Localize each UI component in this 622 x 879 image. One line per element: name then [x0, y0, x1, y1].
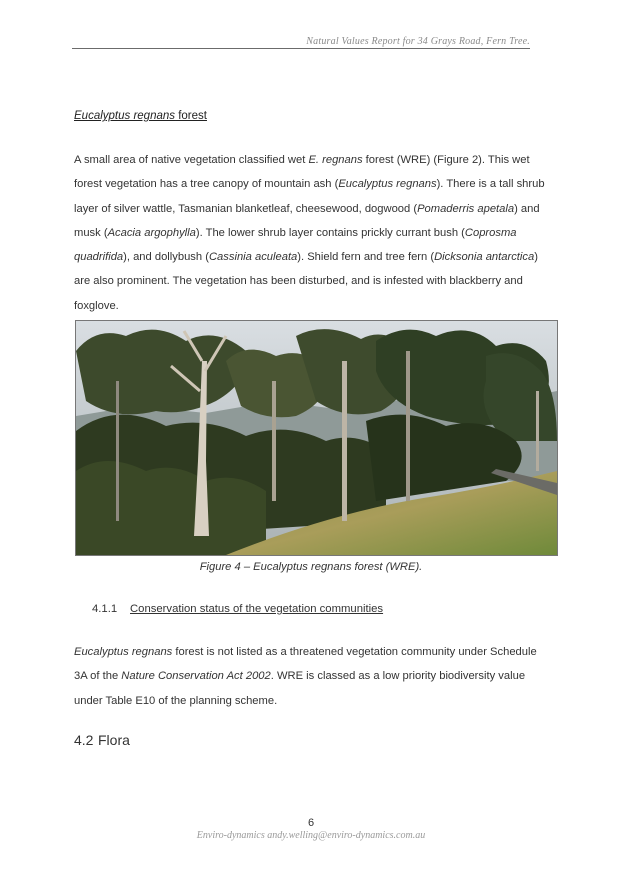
section-title [74, 110, 207, 122]
text-run: ). Shield fern and tree fern ( [297, 251, 435, 264]
text-run: ). There is a tall shrub layer of silver wattle, Tasmanian blanketleaf, cheesewood, dogwood ( [74, 178, 545, 215]
italic-run: Pomaderris apetala [417, 202, 515, 215]
section-title-italic: Eucalyptus regnans [74, 110, 176, 122]
forest-photo [75, 320, 558, 556]
section-title-rest: forest [175, 110, 207, 122]
page-number: 6 [307, 817, 315, 829]
subsection-heading [92, 603, 383, 615]
heading-number: 4.2 [74, 732, 94, 748]
text-run: forest is not listed as a threatened vegetation community under Schedule 3A of the [74, 646, 537, 683]
italic-run: Acacia argophylla [107, 226, 196, 239]
text-run: ) are also prominent. The vegetation has been disturbed, and is infested with blackberry and foxglove. [74, 251, 538, 312]
paragraph-vegetation [74, 148, 548, 318]
section-heading-flora [74, 732, 130, 748]
italic-run: Coprosma quadrifida [74, 226, 517, 264]
italic-run: Cassinia aculeata [208, 251, 298, 264]
subsection-number: 4.1.1 [92, 603, 118, 615]
text-run: A small area of native vegetation classified wet [74, 154, 309, 166]
text-run: forest (WRE) (Figure 2). This wet forest vegetation has a tree canopy of mountain ash ( [74, 154, 530, 191]
italic-run: Nature Conservation Act 2002 [121, 670, 271, 683]
running-header: Natural Values Report for 34 Grays Road, Fern Tree. [306, 36, 530, 47]
subsection-title: Conservation status of the vegetation communities [130, 603, 384, 615]
text-run: . WRE is classed as a low priority biodiversity value under Table E10 of the planning scheme. [74, 670, 526, 707]
heading-title: Flora [98, 732, 130, 748]
paragraph-conservation [74, 640, 548, 713]
running-footer: Enviro-dynamics andy.welling@enviro-dynamics.com.au [196, 830, 426, 841]
text-run: ), and dollybush ( [123, 251, 209, 264]
header-rule [72, 48, 530, 49]
text-run: ) and musk ( [74, 202, 540, 239]
italic-run: Eucalyptus regnans [74, 646, 173, 658]
italic-run: Dicksonia antarctica [434, 251, 535, 264]
figure-caption: Figure 4 – Eucalyptus regnans forest (WRE). [199, 561, 423, 573]
text-run: ). The lower shrub layer contains prickly currant bush ( [195, 226, 465, 239]
italic-run: Eucalyptus regnans [338, 178, 437, 191]
italic-run: E. regnans [308, 154, 363, 166]
